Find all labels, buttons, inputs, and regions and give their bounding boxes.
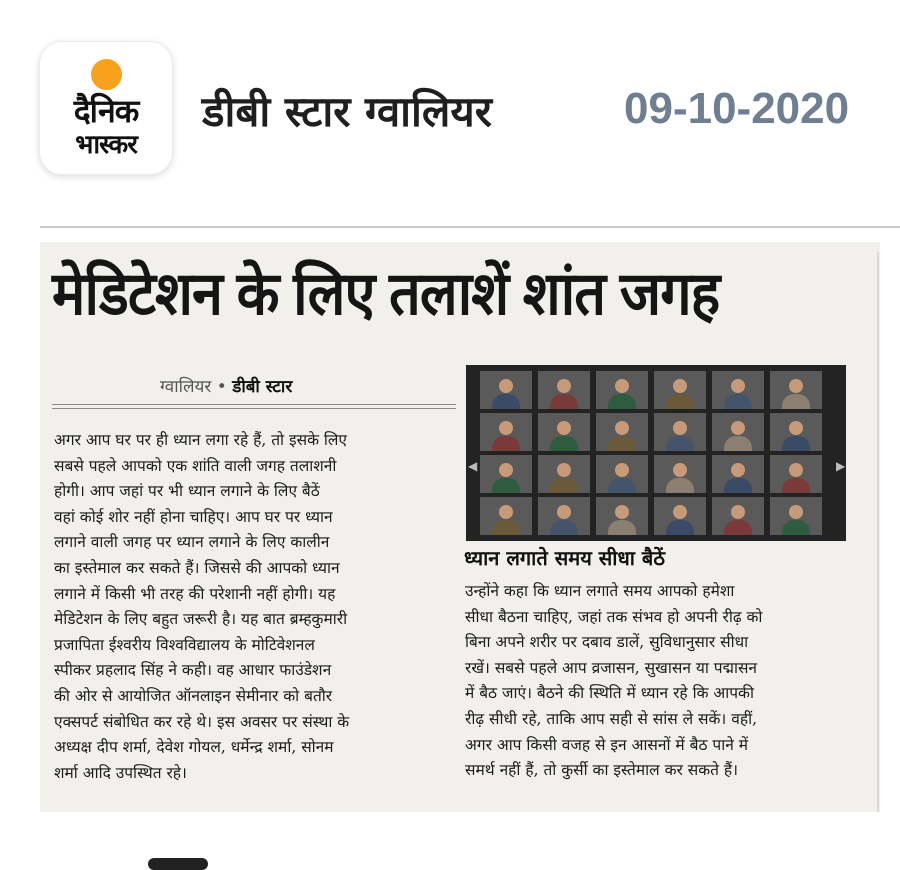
participant-body [724, 520, 752, 535]
byline-place: ग्वालियर [160, 377, 212, 397]
participant-head [557, 463, 571, 477]
video-tile [480, 413, 532, 451]
dainik-bhaskar-logo[interactable] [40, 42, 172, 174]
participant-body [608, 436, 636, 451]
body-line: की ओर से आयोजित ऑनलाइन सेमीनार को बतौर [54, 686, 333, 705]
body-line: उन्होंने कहा कि ध्यान लगाते समय आपको हमेशा [465, 582, 735, 600]
participant-head [731, 463, 745, 477]
participant-head [673, 421, 687, 435]
body-line: शर्मा आदि उपस्थित रहे। [54, 763, 187, 782]
participant-body [666, 394, 694, 409]
logo-text-dainik: दैनिक [73, 92, 139, 130]
body-line: अध्यक्ष दीप शर्मा, देवेश गोयल, धर्मेन्द्र शर्मा, सोनम [54, 738, 334, 757]
body-line: प्रजापिता ईश्वरीय विश्वविद्यालय के मोटिवेशनल [54, 635, 315, 654]
body-line: लगाने में किसी भी तरह की परेशानी नहीं होगी। यह [54, 584, 336, 603]
body-line: सबसे पहले आपको एक शांति वाली जगह तलाशनी [54, 456, 337, 475]
video-tile [654, 413, 706, 451]
header-divider [40, 226, 900, 228]
byline-rule [52, 404, 456, 405]
body-line: रीढ़ सीधी रहे, ताकि आप सही से सांस ले सकें। वहीं, [465, 709, 758, 728]
participant-head [673, 463, 687, 477]
article-body-left [54, 428, 454, 786]
video-tile [538, 371, 590, 409]
participant-body [608, 478, 636, 493]
video-tile [538, 455, 590, 493]
video-tile [596, 497, 648, 535]
participant-body [666, 520, 694, 535]
video-tile [712, 413, 764, 451]
participant-head [789, 379, 803, 393]
video-tile [538, 497, 590, 535]
body-line: स्पीकर प्रहलाद सिंह ने कही। वह आधार फाउंडेशन [54, 661, 332, 680]
body-line: बिना अपने शरीर पर दबाव डालें, सुविधानुसार सीधा [465, 633, 749, 652]
participant-body [608, 394, 636, 409]
video-tile [596, 413, 648, 451]
logo-text-bhaskar: भास्कर [75, 130, 137, 160]
participant-head [673, 379, 687, 393]
participant-head [499, 379, 513, 393]
participant-head [557, 379, 571, 393]
participant-head [615, 505, 629, 519]
edition-date: 09-10-2020 [624, 84, 850, 133]
next-clipping-fragment [148, 858, 208, 870]
article-subheading: ध्यान लगाते समय सीधा बैठें [464, 546, 665, 570]
body-line: होगी। आप जहां पर भी ध्यान लगाने के लिए बैठें [54, 482, 320, 501]
participant-body [550, 478, 578, 493]
body-line: एक्सपर्ट संबोधित कर रहे थे। इस अवसर पर संस्था के [54, 712, 350, 731]
article-byline [160, 374, 292, 397]
participant-head [789, 505, 803, 519]
body-line: वहां कोई शोर नहीं होना चाहिए। आप घर पर ध्यान [54, 507, 333, 526]
video-tile [770, 497, 822, 535]
participant-head [789, 463, 803, 477]
video-tile [480, 455, 532, 493]
participant-body [608, 520, 636, 535]
body-line: अगर आप घर पर ही ध्यान लगा रहे हैं, तो इसके लिए [54, 431, 347, 449]
participant-body [550, 436, 578, 451]
participant-head [557, 505, 571, 519]
byline-separator: • [216, 377, 227, 397]
participant-body [782, 478, 810, 493]
video-tile [596, 371, 648, 409]
video-tile [770, 371, 822, 409]
participant-body [724, 436, 752, 451]
participant-body [550, 520, 578, 535]
participant-head [731, 505, 745, 519]
video-tile [770, 413, 822, 451]
video-tile [712, 371, 764, 409]
participant-head [499, 505, 513, 519]
body-line: अगर आप किसी वजह से इन आसनों में बैठ पाने में [465, 735, 749, 754]
participant-body [492, 478, 520, 493]
participant-body [550, 394, 578, 409]
body-line: में बैठ जाएं। बैठने की स्थिति में ध्यान रहे कि आपकी [465, 684, 754, 703]
participant-head [499, 463, 513, 477]
participant-body [492, 520, 520, 535]
chevron-left-icon: ◀ [468, 459, 478, 473]
video-tile [596, 455, 648, 493]
byline-agency: डीबी स्टार [232, 377, 293, 397]
video-tile [654, 455, 706, 493]
body-line: का इस्तेमाल कर सकते हैं। जिससे की आपको ध्यान [54, 558, 340, 577]
chevron-right-icon: ▶ [836, 459, 846, 473]
video-tile [712, 497, 764, 535]
video-tile [654, 497, 706, 535]
participant-head [731, 379, 745, 393]
participant-head [615, 379, 629, 393]
participant-head [673, 505, 687, 519]
participant-head [557, 421, 571, 435]
participant-body [666, 478, 694, 493]
participant-body [782, 394, 810, 409]
participant-head [615, 421, 629, 435]
participant-body [782, 436, 810, 451]
participant-body [724, 394, 752, 409]
video-tile [480, 497, 532, 535]
byline-rule-lower [52, 408, 456, 409]
logo-sun-icon [91, 59, 122, 90]
video-tile [480, 371, 532, 409]
participant-body [782, 520, 810, 535]
body-line: रखें। सबसे पहले आप व्रजासन, सुखासन या पद्मासन [465, 658, 758, 677]
participant-head [731, 421, 745, 435]
participant-head [499, 421, 513, 435]
article-headline: मेडिटेशन के लिए तलाशें शांत जगह [52, 260, 720, 327]
video-conference-photo [466, 365, 846, 541]
article-body-right [465, 579, 845, 784]
participant-body [724, 478, 752, 493]
participant-body [492, 436, 520, 451]
body-line: मेडिटेशन के लिए बहुत जरूरी है। यह बात ब्रम्हकुमारी [54, 610, 348, 629]
body-line: लगाने वाली जगह पर ध्यान लगाने के लिए कालीन [54, 533, 330, 552]
participant-body [492, 394, 520, 409]
body-line: समर्थ नहीं हैं, तो कुर्सी का इस्तेमाल कर सकते हैं। [465, 761, 738, 780]
edition-title: डीबी स्टार ग्वालियर [202, 87, 492, 136]
participant-head [615, 463, 629, 477]
video-tile [538, 413, 590, 451]
participant-head [789, 421, 803, 435]
clipping-edge-line [877, 252, 879, 812]
video-tile [770, 455, 822, 493]
body-line: सीधा बैठना चाहिए, जहां तक संभव हो अपनी रीढ़ को [465, 607, 763, 626]
video-tile [712, 455, 764, 493]
participant-body [666, 436, 694, 451]
video-tile [654, 371, 706, 409]
